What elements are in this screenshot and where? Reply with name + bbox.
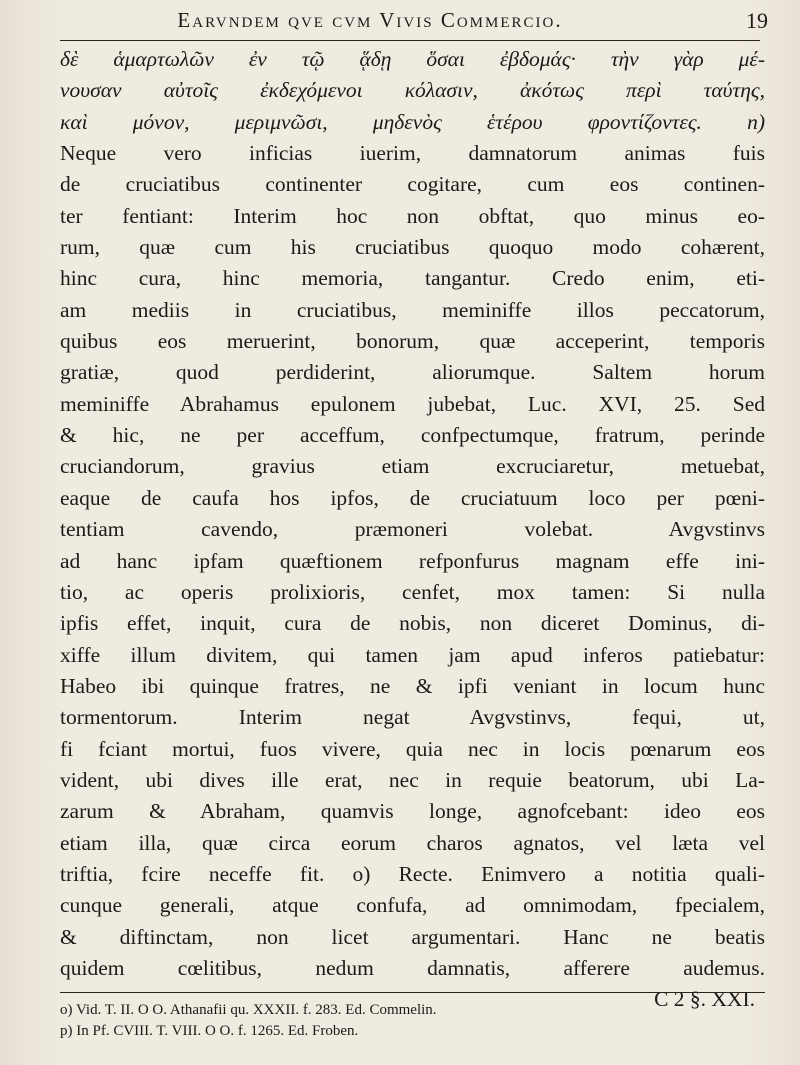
text-line: tormentorum. Interim negat Avgvstinvs, fequi, ut,: [60, 705, 765, 730]
text-line: δὲ ἁμαρτωλῶν ἐν τῷ ᾅδῃ ὅσαι ἐβδομάς· τὴν γὰρ μέ-: [60, 47, 765, 71]
footnotes: [60, 1000, 765, 1042]
page-number: 19: [746, 8, 768, 33]
text-line: am mediis in cruciatibus, meminiffe illos peccatorum,: [60, 297, 765, 322]
text-line: vident, ubi dives ille erat, nec in requie beatorum, ubi La-: [60, 767, 765, 792]
text-line: etiam illa, quæ circa eorum charos agnatos, vel læta vel: [60, 830, 765, 855]
text-line: meminiffe Abrahamus epulonem jubebat, Luc. XVI, 25. Sed: [60, 391, 765, 416]
text-line: triftia, fcire neceffe fit. o) Recte. Enimvero a notitia quali-: [60, 861, 765, 886]
text-line: xiffe illum divitem, qui tamen jam apud inferos patiebatur:: [60, 642, 765, 667]
header-rule: [60, 40, 760, 41]
text-line: zarum & Abraham, quamvis longe, agnofcebant: ideo eos: [60, 799, 765, 824]
text-line: cruciandorum, gravius etiam excruciaretur, metuebat,: [60, 454, 765, 479]
body-text: [60, 44, 765, 1016]
text-line: ad hanc ipfam quæftionem refponfurus magnam effe ini-: [60, 548, 765, 573]
text-line: tentiam cavendo, præmoneri volebat. Avgvstinvs: [60, 517, 765, 542]
text-line: & diftinctam, non licet argumentari. Hanc ne beatis: [60, 924, 765, 949]
text-line: tio, ac operis prolixioris, cenfet, mox tamen: Si nulla: [60, 579, 765, 604]
text-line: quibus eos meruerint, bonorum, quæ acceperint, temporis: [60, 329, 765, 354]
text-line: fi fciant mortui, fuos vivere, quia nec in locis pœnarum eos: [60, 736, 765, 761]
text-line: Neque vero inficias iuerim, damnatorum animas fuis: [60, 141, 765, 166]
footnote-rule: [60, 992, 765, 993]
text-line: ter fentiant: Interim hoc non obftat, quo minus eo-: [60, 203, 765, 228]
page-header: [60, 6, 780, 40]
text-line: gratiæ, quod perdiderint, aliorumque. Saltem horum: [60, 360, 765, 385]
text-line: Habeo ibi quinque fratres, ne & ipfi veniant in locum hunc: [60, 673, 765, 698]
text-line: quidem cœlitibus, nedum damnatis, afferere audemus.: [60, 955, 765, 980]
footnote: p) In Pf. CVIII. T. VIII. O O. f. 1265. Ed. Froben.: [60, 1023, 359, 1039]
text-line: de cruciatibus continenter cogitare, cum eos continen-: [60, 172, 765, 197]
footnote: o) Vid. T. II. O O. Athanafii qu. XXXII. f. 283. Ed. Commelin.: [60, 1002, 437, 1018]
text-line: hinc cura, hinc memoria, tangantur. Credo enim, eti-: [60, 266, 765, 291]
text-line: eaque de caufa hos ipfos, de cruciatuum loco per pœni-: [60, 485, 765, 510]
running-head: Earvndem qve cvm Vivis Commercio.: [177, 8, 563, 32]
text-line: cunque generali, atque confufa, ad omnimodam, fpecialem,: [60, 893, 765, 918]
text-line: καὶ μόνον, μεριμνῶσι, μηδενὸς ἑτέρου φροντίζοντες. n): [60, 109, 765, 134]
text-line: ipfis effet, inquit, cura de nobis, non diceret Dominus, di-: [60, 611, 765, 636]
text-line: rum, quæ cum his cruciatibus quoquo modo cohærent,: [60, 235, 765, 260]
text-line: & hic, ne per acceffum, confpectumque, fratrum, perinde: [60, 423, 765, 448]
text-line: νουσαν αὐτοῖς ἐκδεχόμενοι κόλασιν, ἀκότως περὶ ταύτης,: [60, 78, 765, 103]
catchword-line: C 2 §. XXI.: [654, 987, 755, 1012]
